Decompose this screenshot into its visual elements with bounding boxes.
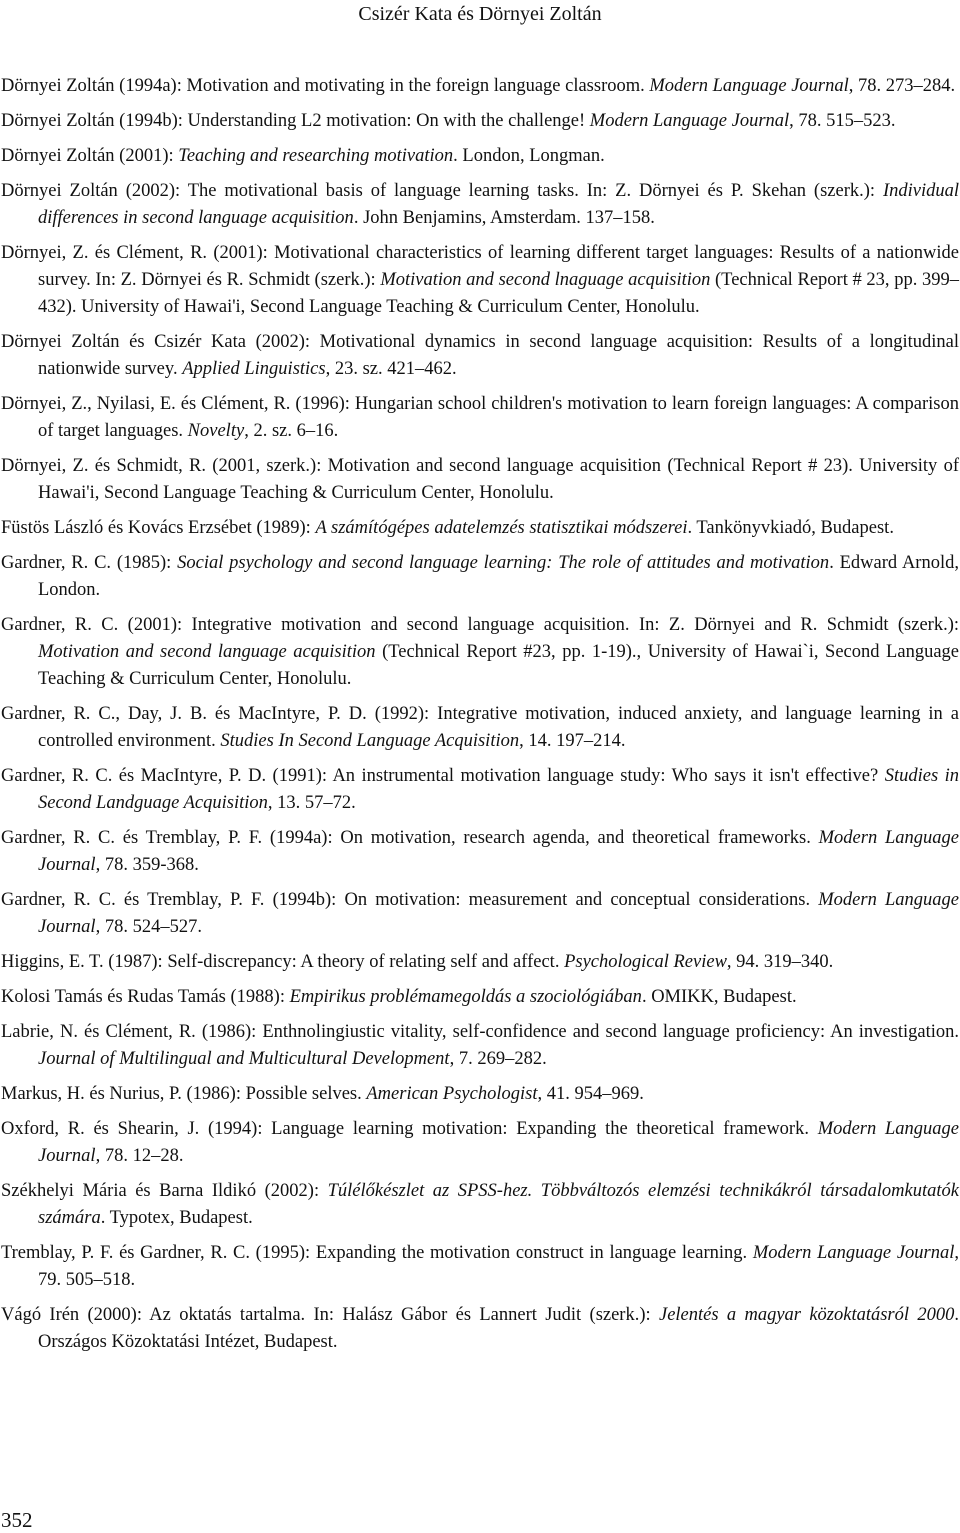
reference-title: Motivation and second lnaguage acquisition — [380, 270, 711, 290]
reference-title: Applied Linguistics — [182, 359, 326, 379]
reference-text: (Technical Report #23, pp. 1-19)., University of Hawai`i, Second Language Teaching & Curriculum Center, Honolulu. — [38, 642, 959, 689]
reference-text: Gardner, R. C., Day, J. B. és MacIntyre, P. D. (1992): Integrative motivation, induced anxiety, and language learning in a controlled environment. — [1, 704, 959, 751]
reference-text: , 78. 524–527. — [95, 917, 202, 937]
reference-title: Modern Language Journal — [649, 76, 849, 96]
reference-text: , 78. 359-368. — [95, 855, 199, 875]
reference-text: Dörnyei Zoltán (1994a): Motivation and motivating in the foreign language classroom. — [1, 76, 650, 96]
reference-text: , 79. 505–518. — [38, 1243, 959, 1290]
reference-entry — [1, 763, 959, 817]
reference-text: . Országos Közoktatási Intézet, Budapest. — [38, 1305, 959, 1352]
reference-title: Modern Language Journal — [38, 1119, 959, 1166]
reference-text: , 41. 954–969. — [537, 1084, 644, 1104]
reference-text: . OMIKK, Budapest. — [641, 987, 797, 1007]
reference-text: Oxford, R. és Shearin, J. (1994): Language learning motivation: Expanding the theoretical framework. — [1, 1119, 818, 1139]
reference-title: Modern Language Journal — [38, 828, 959, 875]
reference-text: Füstös László és Kovács Erzsébet (1989): — [1, 518, 316, 538]
reference-text: Higgins, E. T. (1987): Self-discrepancy: A theory of relating self and affect. — [1, 952, 565, 972]
reference-entry — [1, 612, 959, 693]
reference-text: Gardner, R. C. és Tremblay, P. F. (1994b): On motivation: measurement and conceptual considerations. — [1, 890, 819, 910]
reference-entry — [1, 1302, 959, 1356]
reference-text: , 78. 515–523. — [789, 111, 896, 131]
page-number: 352 — [1, 1508, 33, 1532]
reference-text: Dörnyei Zoltán és Csizér Kata (2002): Motivational dynamics in second language acquisition: Results of a longitudinal nationwide survey. — [1, 332, 959, 379]
reference-title: Motivation and second language acquisition — [38, 642, 376, 662]
reference-entry — [1, 825, 959, 879]
reference-entry — [1, 701, 959, 755]
reference-entry — [1, 453, 959, 507]
reference-title: Modern Language Journal — [38, 890, 959, 937]
reference-text: Gardner, R. C. (1985): — [1, 553, 178, 573]
reference-entry — [1, 178, 959, 232]
reference-title: Journal of Multilingual and Multicultural Development — [38, 1049, 450, 1069]
reference-title: Túlélőkészlet az SPSS-hez. Többváltozós elemzési technikákról társadalomkutatók számára — [38, 1181, 959, 1228]
reference-text: . London, Longman. — [453, 146, 605, 166]
reference-title: Empirikus problémamegoldás a szociológiában — [289, 987, 642, 1007]
reference-entry — [1, 240, 959, 321]
reference-entry — [1, 73, 959, 100]
reference-entry — [1, 1116, 959, 1170]
reference-text: Markus, H. és Nurius, P. (1986): Possible selves. — [1, 1084, 367, 1104]
reference-text: Gardner, R. C. és Tremblay, P. F. (1994a): On motivation, research agenda, and theoretical frameworks. — [1, 828, 819, 848]
reference-text: Tremblay, P. F. és Gardner, R. C. (1995): Expanding the motivation construct in language learning. — [1, 1243, 753, 1263]
reference-text: , 7. 269–282. — [449, 1049, 547, 1069]
reference-text: Gardner, R. C. (2001): Integrative motivation and second language acquisition. In: Z. Dörnyei and R. Schmidt (szerk.): — [1, 615, 959, 635]
reference-text: Gardner, R. C. és MacIntyre, P. D. (1991): An instrumental motivation language study: Who says it isn't effective? — [1, 766, 885, 786]
reference-title: Teaching and researching motivation — [178, 146, 454, 166]
reference-text: Dörnyei, Z. és Clément, R. (2001): Motivational characteristics of learning different target languages: Results of a nationwide survey. In: Z. Dörnyei és R. Schmidt (szerk.): — [1, 243, 959, 290]
reference-text: , 78. 273–284. — [848, 76, 956, 96]
reference-title: A számítógépes adatelemzés statisztikai módszerei — [315, 518, 688, 538]
reference-text: , 14. 197–214. — [519, 731, 626, 751]
reference-text: Vágó Irén (2000): Az oktatás tartalma. In: Halász Gábor és Lannert Judit (szerk.): — [1, 1305, 659, 1325]
reference-entry — [1, 887, 959, 941]
reference-text: Dörnyei Zoltán (2002): The motivational basis of language learning tasks. In: Z. Dörnyei és P. Skehan (szerk.): — [1, 181, 883, 201]
reference-title: Social psychology and second language learning: The role of attitudes and motivation — [177, 553, 830, 573]
reference-entry — [1, 329, 959, 383]
reference-text: Székhelyi Mária és Barna Ildikó (2002): — [1, 1181, 328, 1201]
reference-entry — [1, 1178, 959, 1232]
reference-title: Studies In Second Language Acquisition — [220, 731, 520, 751]
reference-entry — [1, 1240, 959, 1294]
reference-title: Modern Language Journal — [589, 111, 790, 131]
reference-title: Individual differences in second language acquisition — [38, 181, 959, 228]
reference-entry — [1, 391, 959, 445]
reference-text: , 94. 319–340. — [726, 952, 834, 972]
reference-text: Dörnyei, Z. és Schmidt, R. (2001, szerk.): Motivation and second language acquisition (Technical Report # 23). University of Hawai'i, Second Language Teaching & Curriculum Center, Honolulu. — [1, 456, 959, 503]
reference-text: , 2. sz. 6–16. — [244, 421, 339, 441]
reference-text: , 78. 12–28. — [95, 1146, 184, 1166]
reference-title: Modern Language Journal — [752, 1243, 955, 1263]
reference-entry — [1, 1019, 959, 1073]
reference-text: Labrie, N. és Clément, R. (1986): Enthnolingiustic vitality, self-confidence and second language proficiency: An investigation. — [1, 1022, 959, 1042]
reference-title: Jelentés a magyar közoktatásról 2000 — [658, 1305, 955, 1325]
reference-text: Kolosi Tamás és Rudas Tamás (1988): — [1, 987, 290, 1007]
reference-title: Studies in Second Landguage Acquisition — [38, 766, 959, 813]
reference-text: . John Benjamins, Amsterdam. 137–158. — [353, 208, 655, 228]
reference-text: . Tankönyvkiadó, Budapest. — [687, 518, 894, 538]
reference-entry — [1, 108, 959, 135]
reference-entry — [1, 550, 959, 604]
reference-entry — [1, 984, 959, 1011]
reference-entry — [1, 515, 959, 542]
reference-title: Novelty — [187, 421, 245, 441]
reference-text: . Edward Arnold, London. — [38, 553, 959, 600]
reference-entry — [1, 143, 959, 170]
reference-text: Dörnyei Zoltán (1994b): Understanding L2 motivation: On with the challenge! — [1, 111, 590, 131]
reference-list — [1, 73, 959, 1364]
reference-entry — [1, 949, 959, 976]
reference-text: , 23. sz. 421–462. — [325, 359, 457, 379]
reference-text: Dörnyei Zoltán (2001): — [1, 146, 179, 166]
reference-title: American Psychologist — [366, 1084, 538, 1104]
running-head: Csizér Kata és Dörnyei Zoltán — [358, 3, 602, 25]
reference-text: (Technical Report # 23, pp. 399–432). University of Hawai'i, Second Language Teaching & Curriculum Center, Honolulu. — [38, 270, 959, 317]
reference-entry — [1, 1081, 959, 1108]
reference-text: Dörnyei, Z., Nyilasi, E. és Clément, R. (1996): Hungarian school children's motivation to learn foreign languages: A comparison of target languages. — [1, 394, 959, 441]
reference-title: Psychological Review — [564, 952, 727, 972]
reference-text: , 13. 57–72. — [267, 793, 356, 813]
reference-text: . Typotex, Budapest. — [100, 1208, 253, 1228]
